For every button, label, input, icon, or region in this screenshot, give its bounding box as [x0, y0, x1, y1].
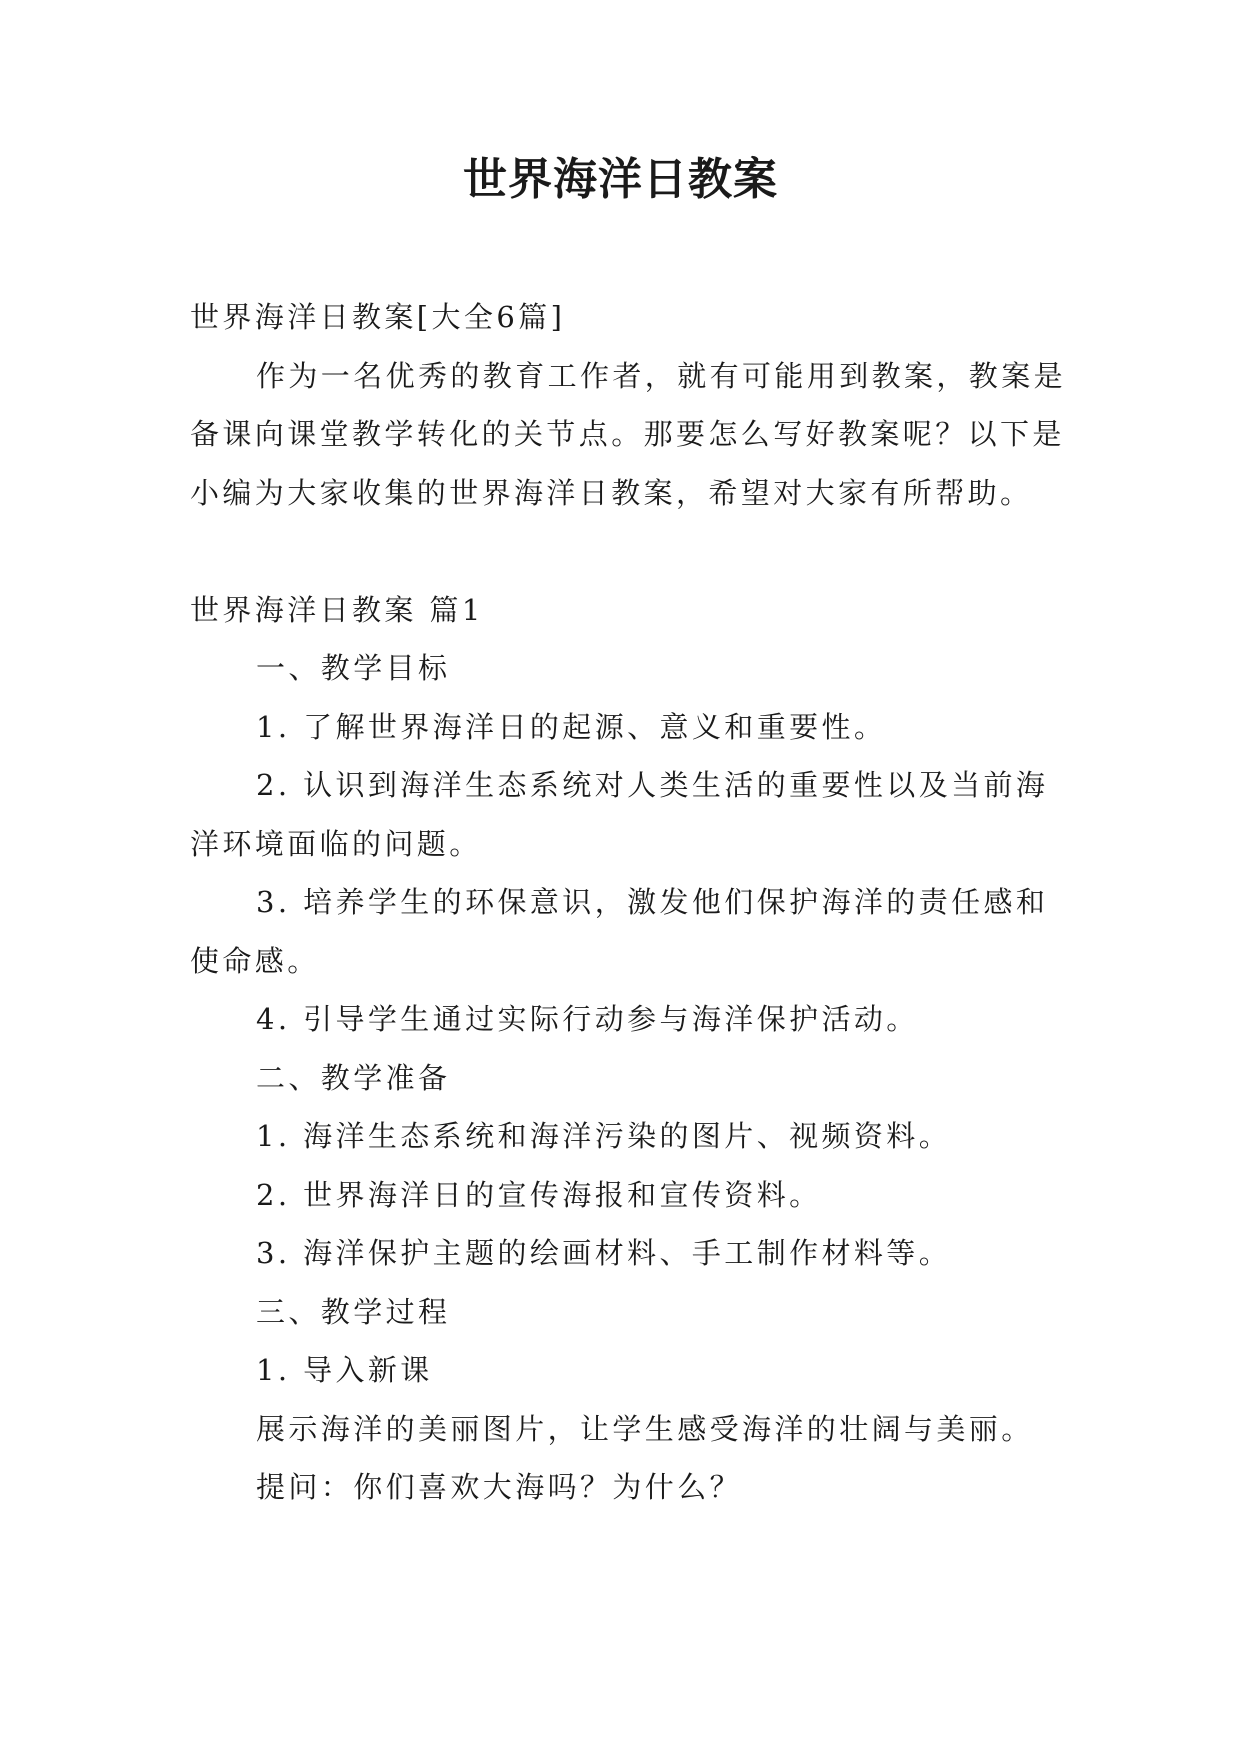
section-heading: 世界海洋日教案 篇1: [190, 592, 484, 627]
process-step: 1. 导入新课: [256, 1353, 433, 1387]
objective-item: 4. 引导学生通过实际行动参与海洋保护活动。: [256, 1002, 919, 1036]
objective-item: 1. 了解世界海洋日的起源、意义和重要性。: [256, 709, 887, 744]
objective-item: 2. 认识到海洋生态系统对人类生活的重要性以及当前海洋环境面临的问题。: [190, 768, 1049, 861]
document-subtitle: 世界海洋日教案[大全6篇]: [190, 300, 566, 334]
process-text: 展示海洋的美丽图片，让学生感受海洋的壮阔与美丽。: [256, 1411, 1034, 1446]
heading-process: 三、教学过程: [256, 1294, 451, 1329]
heading-objectives: 一、教学目标: [256, 651, 451, 685]
heading-preparation: 二、教学准备: [256, 1060, 451, 1095]
preparation-item: 3. 海洋保护主题的绘画材料、手工制作材料等。: [256, 1236, 952, 1270]
preparation-item: 1. 海洋生态系统和海洋污染的图片、视频资料。: [256, 1119, 952, 1153]
objective-item: 3. 培养学生的环保意识，激发他们保护海洋的责任感和使命感。: [190, 885, 1049, 978]
preparation-item: 2. 世界海洋日的宣传海报和宣传资料。: [256, 1177, 822, 1212]
spacer: [190, 522, 1070, 581]
document-body: [190, 288, 1070, 1517]
document-title: 世界海洋日教案: [463, 154, 778, 205]
process-text: 提问：你们喜欢大海吗？为什么？: [256, 1470, 743, 1504]
intro-paragraph: 作为一名优秀的教育工作者，就有可能用到教案，教案是备课向课堂教学转化的关节点。那要怎么写好教案呢？以下是小编为大家收集的世界海洋日教案，希望对大家有所帮助。: [190, 358, 1067, 510]
